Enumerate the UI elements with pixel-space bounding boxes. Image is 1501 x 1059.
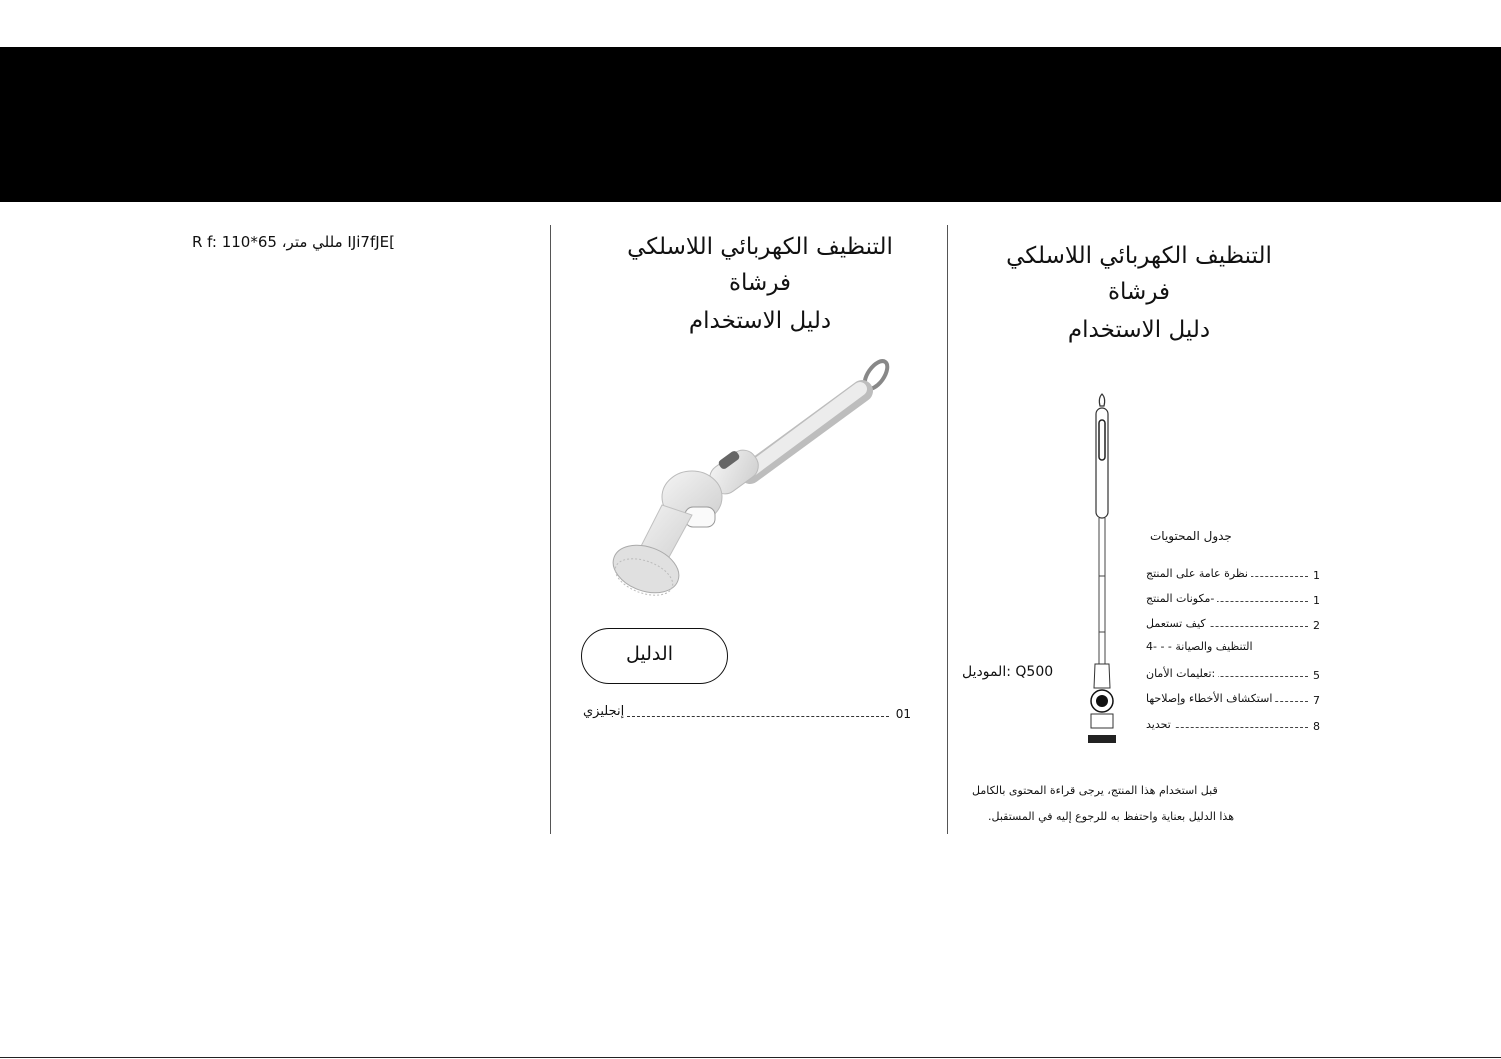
toc-item-label: تحديد <box>1146 718 1174 731</box>
toc-item-label: كيف تستعمل <box>1146 617 1209 630</box>
toc-item[interactable] <box>1146 567 1320 583</box>
toc-heading: جدول المحتويات <box>1150 529 1232 543</box>
title-line-1: التنظيف الكهربائي اللاسلكي <box>627 234 893 260</box>
toc-item-page: 7 <box>1313 694 1320 707</box>
toc-item-label: نظرة عامة على المنتج <box>1146 567 1251 580</box>
brush-product-image <box>600 355 900 605</box>
panel-divider <box>550 225 551 834</box>
cover-title <box>560 229 960 339</box>
title-line-3: دليل الاستخدام <box>688 308 832 334</box>
dimension-note: R f: 110*65 ،مللي متر IJi7fJE[ <box>191 233 395 251</box>
toc-item-page: 1 <box>1313 569 1320 582</box>
toc-item[interactable] <box>1146 667 1320 683</box>
model-label: الموديل: Q500 <box>962 664 1054 680</box>
toc-item-page: 2 <box>1313 619 1320 632</box>
title-line-2: فرشاة <box>728 270 791 296</box>
brush-outline-diagram <box>1082 392 1122 748</box>
toc-item-label: استكشاف الأخطاء وإصلاحها <box>1146 692 1275 705</box>
notice-line-1: قبل استخدام هذا المنتج، يرجى قراءة المحتوى بالكامل <box>972 784 1218 797</box>
bottom-edge-line <box>0 1057 1501 1058</box>
language-entry[interactable] <box>583 704 911 726</box>
guide-button[interactable]: الدليل <box>581 628 728 684</box>
toc-item-page: 1 <box>1313 594 1320 607</box>
language-name: إنجليزي <box>583 704 625 719</box>
toc-item[interactable] <box>1146 592 1320 608</box>
toc-item-label: تعليمات الأمان: <box>1146 667 1218 680</box>
toc-item-label: مكونات المنتج- <box>1146 592 1217 605</box>
top-banner <box>0 47 1501 202</box>
toc-item[interactable] <box>1146 617 1320 633</box>
toc-item[interactable] <box>1146 640 1320 656</box>
leader-dots <box>627 716 889 717</box>
title-line-1: التنظيف الكهربائي اللاسلكي <box>1006 243 1272 269</box>
toc-item[interactable] <box>1146 718 1320 734</box>
toc-item[interactable] <box>1146 692 1320 708</box>
title-line-3: دليل الاستخدام <box>1067 317 1211 343</box>
toc-item-page: 8 <box>1313 720 1320 733</box>
toc-item-page: 5 <box>1313 669 1320 682</box>
toc-item-label: التنظيف والصيانة - - -4 <box>1146 640 1256 653</box>
back-title <box>939 238 1339 348</box>
title-line-2: فرشاة <box>1107 279 1170 305</box>
notice-line-2: .هذا الدليل بعناية واحتفظ به للرجوع إليه في المستقبل <box>988 810 1235 823</box>
language-page: 01 <box>895 707 911 721</box>
